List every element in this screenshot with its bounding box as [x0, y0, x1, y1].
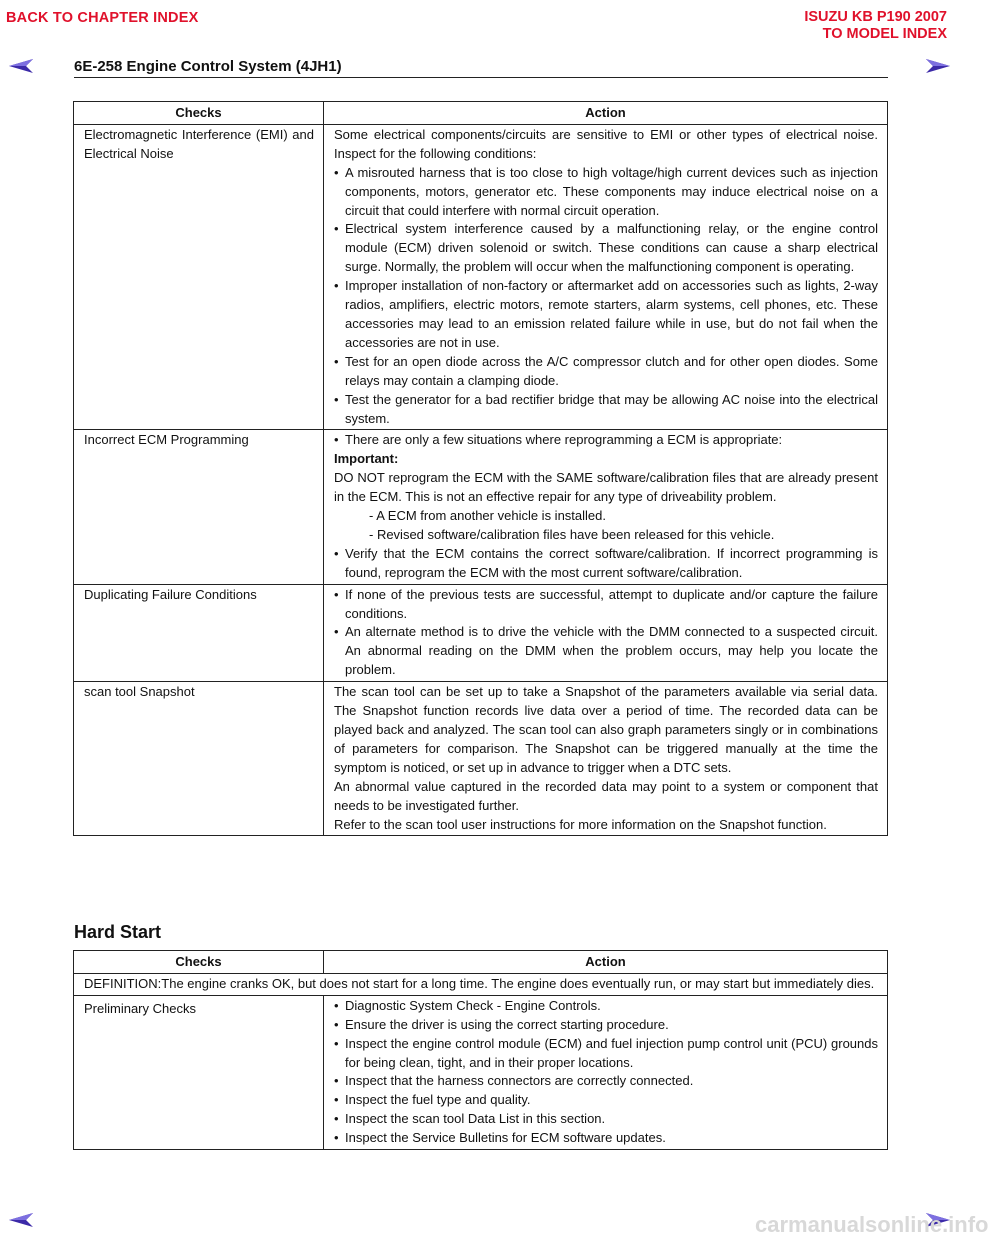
important-text: DO NOT reprogram the ECM with the SAME software/calibration files that are already present in the ECM. This is not an effective repair for any type of driveability problem. — [334, 470, 878, 505]
column-header-action: Action — [324, 951, 888, 974]
bullet-item: • Verify that the ECM contains the correct software/calibration. If incorrect programming is found, reprogram the ECM with the most current software/calibration. — [334, 545, 878, 583]
back-to-chapter-index-link[interactable]: BACK TO CHAPTER INDEX — [6, 10, 199, 26]
action-cell — [324, 682, 888, 836]
action-cell — [324, 995, 888, 1149]
bullet-item: • Inspect the engine control module (ECM) and fuel injection pump control unit (PCU) grounds for being clean, tight, and in their proper locations. — [334, 1035, 878, 1073]
action-cell — [324, 124, 888, 430]
sub-item: - Revised software/calibration files have been released for this vehicle. — [369, 526, 775, 542]
bullet-list — [334, 586, 878, 681]
table-row — [74, 430, 888, 584]
bullet-list — [334, 431, 878, 450]
table-row — [74, 682, 888, 836]
check-cell: Electromagnetic Interference (EMI) and Electrical Noise — [74, 124, 324, 430]
watermark: carmanualsonline.info — [755, 1212, 989, 1237]
bullet-list — [334, 997, 878, 1148]
bullet-item: • Inspect the scan tool Data List in this section. — [334, 1110, 878, 1129]
action-intro: Some electrical components/circuits are sensitive to EMI or other types of electrical noise. Inspect for the following conditions: — [334, 126, 878, 161]
bullet-item: • Ensure the driver is using the correct starting procedure. — [334, 1016, 878, 1035]
bullet-item: • Electrical system interference caused by a malfunctioning relay, or the engine control module (ECM) driven solenoid or switch. These conditions can cause a sharp electrical surge. Normally, the problem will occur when the malfunctioning component is operating. — [334, 220, 878, 277]
bullet-item: • There are only a few situations where reprogramming a ECM is appropriate: — [334, 431, 878, 450]
to-model-index-link[interactable]: TO MODEL INDEX — [822, 26, 947, 42]
definition-cell: DEFINITION:The engine cranks OK, but does not start for a long time. The engine does eventually run, or may start but immediately dies. — [74, 973, 888, 995]
diagnosis-table-hard-start — [73, 950, 888, 1150]
action-cell — [324, 584, 888, 682]
column-header-checks: Checks — [74, 102, 324, 125]
bullet-item: • Test the generator for a bad rectifier bridge that may be allowing AC noise into the electrical system. — [334, 391, 878, 429]
next-page-arrow-icon[interactable] — [925, 58, 951, 74]
diagnosis-table-intermittent — [73, 101, 888, 836]
bullet-item: • Test for an open diode across the A/C compressor clutch and for other open diodes. Some relays may contain a clamping diode. — [334, 353, 878, 391]
previous-page-arrow-icon[interactable] — [8, 1212, 34, 1228]
sub-item: - A ECM from another vehicle is installed. — [369, 508, 606, 524]
table-row — [74, 124, 888, 430]
model-title: ISUZU KB P190 2007 — [804, 9, 947, 25]
table-row — [74, 584, 888, 682]
column-header-checks: Checks — [74, 951, 324, 974]
bullet-item: • Inspect that the harness connectors are correctly connected. — [334, 1072, 878, 1091]
check-cell: Preliminary Checks — [74, 995, 324, 1149]
page-header: 6E-258 Engine Control System (4JH1) — [74, 58, 888, 78]
action-paragraph: Refer to the scan tool user instructions for more information on the Snapshot function. — [334, 816, 827, 832]
bullet-item: • A misrouted harness that is too close to high voltage/high current devices such as injection components, motors, generator etc. These components may induce electrical noise on a circuit that could interfere with normal circuit operation. — [334, 164, 878, 221]
bullet-list — [334, 164, 878, 429]
action-paragraph: An abnormal value captured in the recorded data may point to a system or component that needs to be investigated further. — [334, 778, 878, 813]
bullet-item: • Inspect the Service Bulletins for ECM software updates. — [334, 1129, 878, 1148]
bullet-item: • Improper installation of non-factory or aftermarket add on accessories such as lights, 2-way radios, amplifiers, electric motors, remote starters, alarm systems, cell phones, etc. These accessories may lead to an emission related failure while in use, but do not fail when the accessories are not in use. — [334, 277, 878, 353]
check-cell: Incorrect ECM Programming — [74, 430, 324, 584]
important-label: Important: — [334, 451, 399, 467]
previous-page-arrow-icon[interactable] — [8, 58, 34, 74]
table-header-row — [74, 951, 888, 974]
model-index-block — [804, 9, 947, 43]
action-paragraph: The scan tool can be set up to take a Snapshot of the parameters available via serial data. The Snapshot function records live data over a period of time. The recorded data can be played back and analyzed. The scan tool can also graph parameters singly or in combinations of parameters for comparison. The Snapshot can be triggered manually at the time the symptom is noticed, or set up in advance to trigger when a DTC sets. — [334, 684, 878, 775]
action-cell — [324, 430, 888, 584]
table-row — [74, 995, 888, 1149]
definition-row — [74, 973, 888, 995]
section-title: Hard Start — [74, 922, 162, 942]
check-cell: scan tool Snapshot — [74, 682, 324, 836]
table-header-row — [74, 102, 888, 125]
bullet-item: • Inspect the fuel type and quality. — [334, 1091, 878, 1110]
column-header-action: Action — [324, 102, 888, 125]
bullet-item: • If none of the previous tests are successful, attempt to duplicate and/or capture the failure conditions. — [334, 586, 878, 624]
check-cell: Duplicating Failure Conditions — [74, 584, 324, 682]
bullet-list — [334, 545, 878, 583]
bullet-item: • Diagnostic System Check - Engine Controls. — [334, 997, 878, 1016]
bullet-item: • An alternate method is to drive the vehicle with the DMM connected to a suspected circuit. An abnormal reading on the DMM when the problem occurs, may help you locate the problem. — [334, 623, 878, 680]
